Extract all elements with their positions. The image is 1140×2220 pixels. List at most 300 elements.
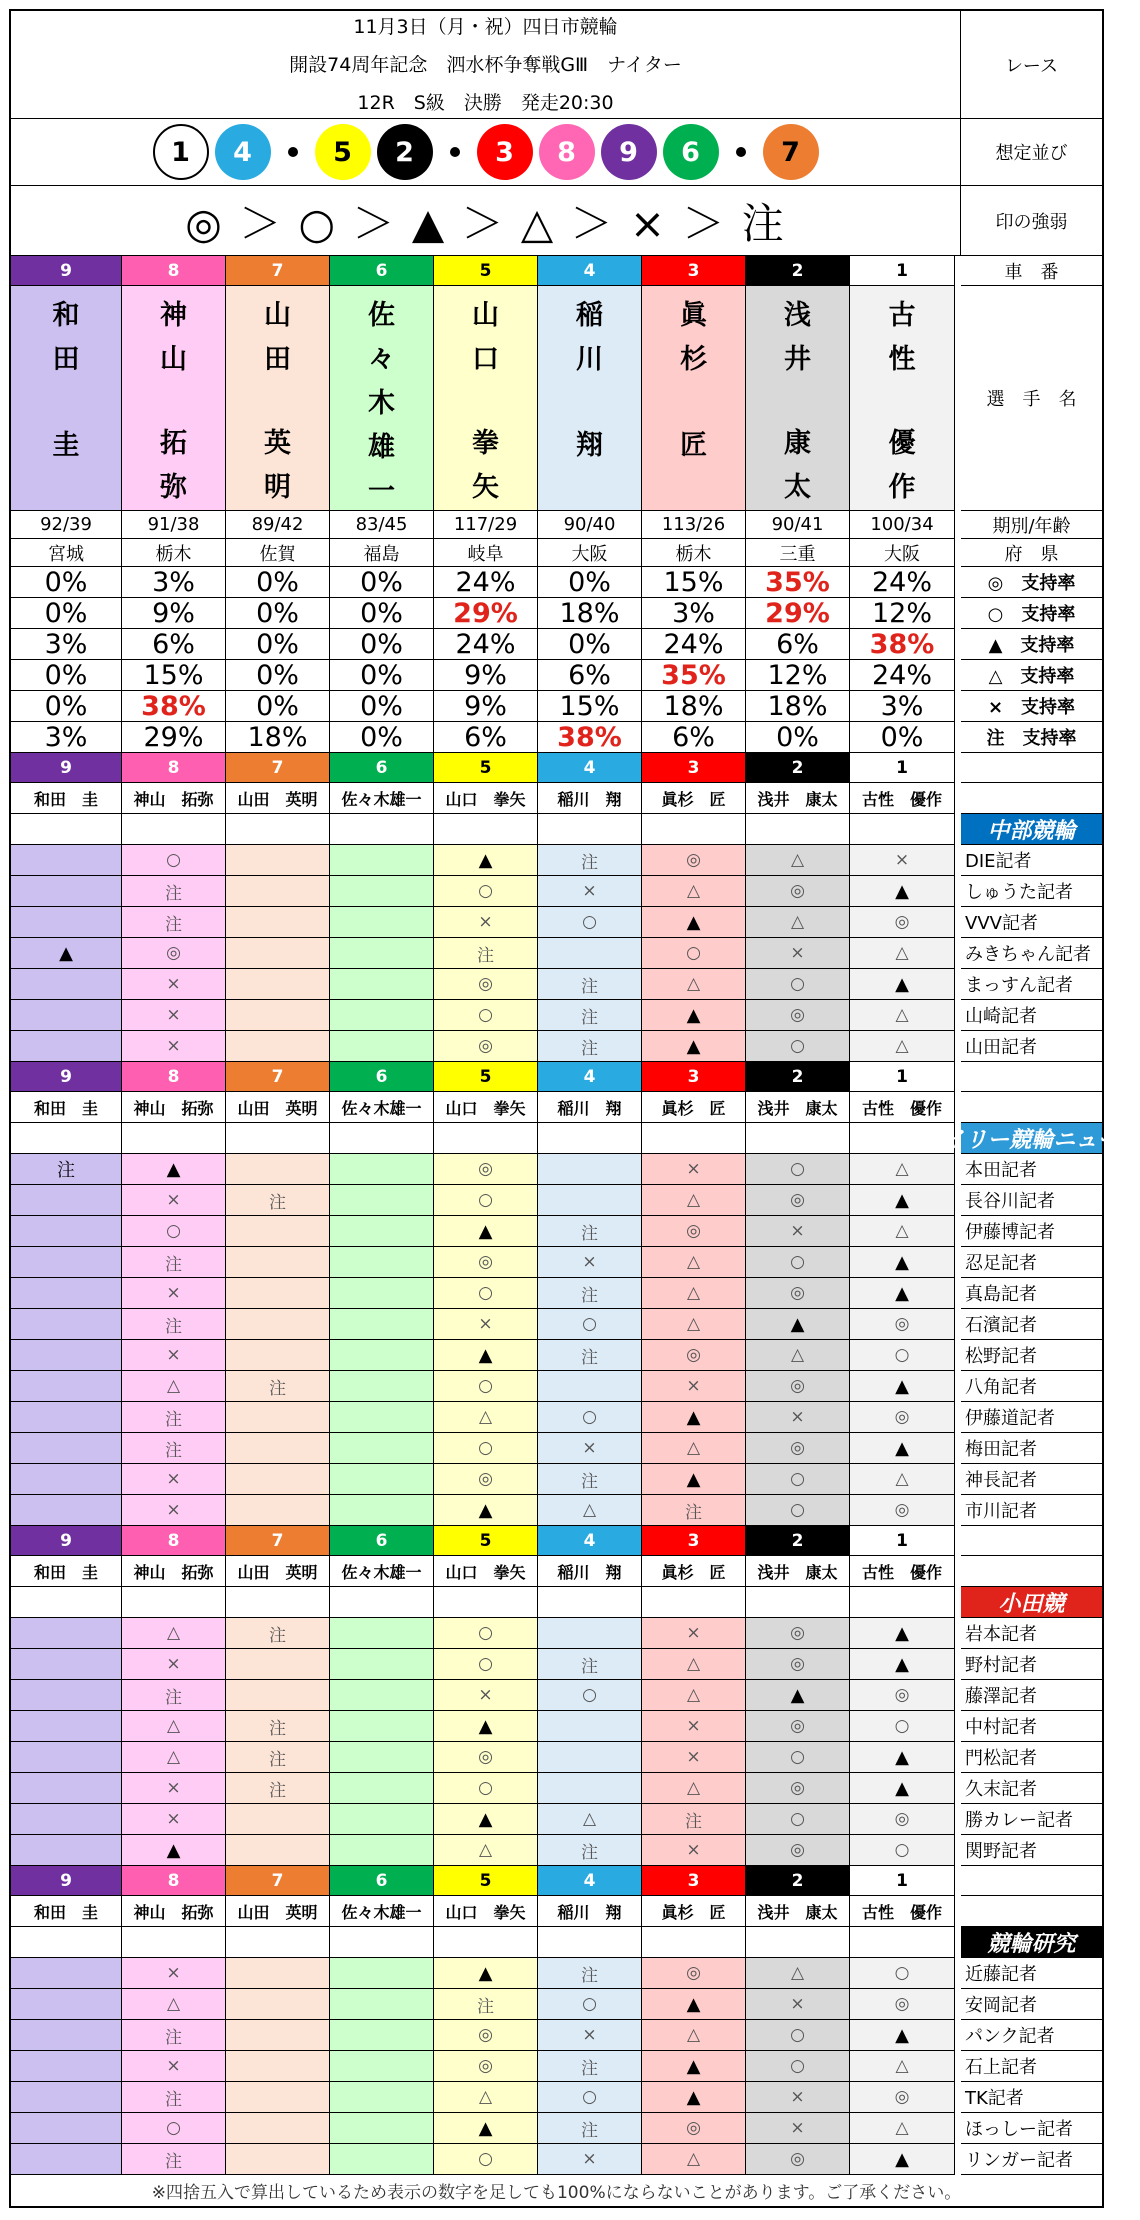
pick-mark [330,2144,434,2175]
rider-name-char: 康 [784,428,811,459]
pick-mark [226,1464,330,1495]
pick-mark [330,1649,434,1680]
blank [850,1927,955,1958]
predictor-name: VVV記者 [961,907,1102,938]
pick-mark: ▲ [642,2051,746,2082]
support-rate: 0% [226,660,330,691]
rider-short-name: 眞杉 匠 [642,1896,746,1927]
pick-mark: △ [122,1371,226,1402]
pick-mark: ○ [538,2082,642,2113]
rider-term: 117/29 [434,511,538,539]
pick-mark [538,1711,642,1742]
support-rate: 0% [11,598,122,629]
predictor-name: まっすん記者 [961,969,1102,1000]
pick-mark: △ [642,2144,746,2175]
pick-mark: × [434,1680,538,1711]
pick-mark: × [538,1433,642,1464]
rider-short-name: 浅井 康太 [746,783,850,814]
pick-mark: ◎ [850,1989,955,2020]
blank [11,1123,122,1154]
blank [961,1092,1102,1123]
rider-short-name: 和田 圭 [11,1896,122,1927]
pick-mark: 注 [226,1185,330,1216]
pick-mark: ○ [538,1402,642,1433]
lineup-ball: 4 [215,124,271,180]
pick-mark [11,2113,122,2144]
pick-mark [226,1340,330,1371]
label-lineup: 想定並び [961,119,1102,186]
label-term: 期別/年齢 [961,511,1102,539]
support-rate: 24% [434,567,538,598]
support-rate: 3% [122,567,226,598]
rider-name [538,286,642,511]
pick-mark: ○ [122,2113,226,2144]
rider-name [226,286,330,511]
pick-mark: ◎ [850,1680,955,1711]
support-rate: 35% [746,567,850,598]
predictor-name: 神長記者 [961,1464,1102,1495]
pick-mark: ▲ [642,1989,746,2020]
pick-mark: ▲ [434,845,538,876]
pick-mark [226,1680,330,1711]
rider-short-name: 神山 拓弥 [122,1556,226,1587]
car-number-row [11,256,1102,286]
pick-mark: × [746,1989,850,2020]
predictor-name: リンガー記者 [961,2144,1102,2175]
pick-mark: ◎ [746,1649,850,1680]
pick-mark: × [642,1742,746,1773]
pick-mark: ◎ [850,1495,955,1526]
expert-pick-row [11,2082,1102,2113]
lineup-ball: 7 [763,124,819,180]
rider-name-char: 眞 [680,300,707,331]
pick-mark: ▲ [434,1340,538,1371]
blank [11,1927,122,1958]
pick-mark: ▲ [746,1680,850,1711]
label-race: レース [961,11,1102,119]
rider-term: 91/38 [122,511,226,539]
rider-pref: 三重 [746,539,850,567]
expert-pick-row [11,1340,1102,1371]
pick-mark: × [746,1402,850,1433]
blank [850,1587,955,1618]
pick-mark: 注 [11,1154,122,1185]
lineup-ball: 6 [663,124,719,180]
rider-term: 100/34 [850,511,955,539]
blank [538,1123,642,1154]
rider-short-name: 佐々木雄一 [330,1092,434,1123]
pick-mark: ▲ [642,1464,746,1495]
support-rate-row [11,722,1102,753]
pick-mark [330,1309,434,1340]
car-number-5: 5 [434,1866,538,1896]
pick-mark: × [122,1649,226,1680]
pick-mark [538,1154,642,1185]
predictor-name: 市川記者 [961,1495,1102,1526]
expert-pick-row [11,845,1102,876]
pick-mark [11,845,122,876]
pick-mark [538,1371,642,1402]
race-line3: 12R S級 決勝 発走20:30 [357,91,614,114]
pick-mark: × [122,1495,226,1526]
pick-mark: △ [538,1804,642,1835]
lineup-separator-dot [450,147,460,157]
expert-pick-row [11,1309,1102,1340]
rider-name-char: 稲 [576,300,603,331]
rider-short-name: 浅井 康太 [746,1896,850,1927]
pick-mark: △ [122,1989,226,2020]
pick-mark: 注 [122,2082,226,2113]
car-number-9: 9 [11,1866,122,1896]
pick-mark [226,1031,330,1062]
pick-mark: ▲ [642,907,746,938]
predictor-name: 久末記者 [961,1773,1102,1804]
pick-mark [330,1340,434,1371]
predictor-name: 本田記者 [961,1154,1102,1185]
blank [226,814,330,845]
car-number-1: 1 [850,1526,955,1556]
pick-mark: × [538,2020,642,2051]
pick-mark: ○ [850,1340,955,1371]
pick-mark [11,1309,122,1340]
expert-pick-row [11,1989,1102,2020]
rider-pref: 佐賀 [226,539,330,567]
expert-pick-row [11,1680,1102,1711]
blank [11,814,122,845]
pick-mark [11,876,122,907]
blank [226,1587,330,1618]
support-rate-row [11,567,1102,598]
rider-short-name: 古性 優作 [850,1092,955,1123]
lineup-ball: 5 [315,124,371,180]
pick-mark [330,845,434,876]
pick-mark: × [642,1618,746,1649]
pick-mark: ▲ [642,1402,746,1433]
car-number-3: 3 [642,256,746,286]
pick-mark [538,1618,642,1649]
pick-mark: ▲ [434,1804,538,1835]
rider-name-char: 作 [888,472,916,503]
support-rate: 15% [642,567,746,598]
rider-name-char: 一 [368,476,395,507]
pick-mark [11,1185,122,1216]
predictor-name: 野村記者 [961,1649,1102,1680]
car-number-3: 3 [642,1526,746,1556]
pick-mark: △ [642,1433,746,1464]
pick-mark: 注 [122,1309,226,1340]
pick-mark: ▲ [642,1000,746,1031]
predictor-name: 安岡記者 [961,1989,1102,2020]
rider-name-char: 山 [160,344,187,375]
pick-mark: × [122,1000,226,1031]
support-rate: 9% [122,598,226,629]
predictor-name: 八角記者 [961,1371,1102,1402]
rider-name-char: 明 [264,472,291,503]
support-rate: 29% [122,722,226,753]
pick-mark: × [642,1371,746,1402]
pick-mark [11,1340,122,1371]
lineup-row [11,119,1102,186]
lineup-ball: 2 [377,124,433,180]
pick-mark: △ [538,1495,642,1526]
section-short-name-row [11,1556,1102,1587]
expert-pick-row [11,2051,1102,2082]
car-number-7: 7 [226,1526,330,1556]
rider-short-name: 古性 優作 [850,1896,955,1927]
rider-name [434,286,538,511]
pick-mark: ◎ [434,1154,538,1185]
support-rate: 38% [538,722,642,753]
expert-pick-row [11,1742,1102,1773]
expert-pick-row [11,1216,1102,1247]
pick-mark: × [746,2113,850,2144]
pick-mark [538,938,642,969]
pick-mark: 注 [538,969,642,1000]
section-logo-row [11,1123,1140,1154]
expert-pick-row [11,1000,1102,1031]
pick-mark: ▲ [434,1711,538,1742]
predictor-name: 梅田記者 [961,1433,1102,1464]
rider-term: 92/39 [11,511,122,539]
car-number-2: 2 [746,753,850,783]
pick-mark: 注 [434,1989,538,2020]
rider-short-name: 稲川 翔 [538,783,642,814]
pick-mark: △ [850,1464,955,1495]
pick-mark: △ [642,1309,746,1340]
car-number-7: 7 [226,753,330,783]
pick-mark: ▲ [434,1216,538,1247]
support-rate: 6% [122,629,226,660]
pick-mark [11,1464,122,1495]
rider-short-name: 稲川 翔 [538,1556,642,1587]
car-number-5: 5 [434,1062,538,1092]
pick-mark [330,1742,434,1773]
expert-pick-row [11,1031,1102,1062]
pick-mark [330,1618,434,1649]
car-number-8: 8 [122,1526,226,1556]
pick-mark: △ [642,1680,746,1711]
media-logo: 中部競輪 [961,814,1102,845]
pick-mark: ◎ [434,2020,538,2051]
pick-mark [226,2113,330,2144]
predictor-name: パンク記者 [961,2020,1102,2051]
pick-mark [330,1773,434,1804]
pick-mark [226,1958,330,1989]
predictor-name: 伊藤道記者 [961,1402,1102,1433]
pick-mark: ▲ [434,1495,538,1526]
pick-mark: △ [434,1402,538,1433]
pick-mark [226,938,330,969]
pick-mark [330,1804,434,1835]
support-rate: 35% [642,660,746,691]
pick-mark [330,1495,434,1526]
pick-mark: △ [642,1278,746,1309]
pick-mark: ▲ [850,1278,955,1309]
support-rate: 0% [11,660,122,691]
pick-mark: × [538,2144,642,2175]
expert-pick-row [11,2020,1102,2051]
rider-name-char: 杉 [680,344,707,375]
lineup-ball: 1 [153,124,209,180]
pick-mark [330,1185,434,1216]
car-number-4: 4 [538,1526,642,1556]
pick-mark: 注 [538,845,642,876]
pick-mark [330,1278,434,1309]
pick-mark: △ [642,1185,746,1216]
pick-mark: ▲ [642,2082,746,2113]
rider-short-name: 神山 拓弥 [122,1092,226,1123]
pick-mark [11,1649,122,1680]
pick-mark: ○ [746,1464,850,1495]
pick-mark [11,1402,122,1433]
pick-mark: ▲ [850,1618,955,1649]
pick-mark: ▲ [850,2020,955,2051]
pick-mark: × [122,1958,226,1989]
support-rate: 0% [226,598,330,629]
rider-short-name: 古性 優作 [850,1556,955,1587]
pick-mark [330,1000,434,1031]
pick-mark: ▲ [850,1773,955,1804]
label-rider: 選 手 名 [961,286,1102,511]
rider-name-char: 古 [888,300,916,331]
pick-mark: ▲ [850,1433,955,1464]
pick-mark: 注 [538,1464,642,1495]
support-rate-row [11,629,1102,660]
pick-mark: 注 [538,1835,642,1866]
blank [961,1526,1102,1556]
pick-mark: ◎ [746,1278,850,1309]
pick-mark [11,2082,122,2113]
rider-name [11,286,122,511]
pick-mark [226,1247,330,1278]
pref-row [11,539,1102,567]
rider-short-name: 和田 圭 [11,783,122,814]
pick-mark: ○ [434,876,538,907]
blank [434,1927,538,1958]
pick-mark [11,1371,122,1402]
pick-mark: ○ [746,1031,850,1062]
pick-mark: 注 [434,938,538,969]
blank [122,1587,226,1618]
rider-term: 90/41 [746,511,850,539]
pick-mark [330,938,434,969]
car-number-3: 3 [642,1866,746,1896]
pick-mark [538,1742,642,1773]
pick-mark: 注 [122,1680,226,1711]
pick-mark [226,1989,330,2020]
pick-mark [330,969,434,1000]
pick-mark: ▲ [434,1958,538,1989]
pick-mark: × [122,1340,226,1371]
rider-name-char: 英 [264,428,291,459]
pick-mark [11,1000,122,1031]
footer-note: ※四捨五入で算出しているため表示の数字を足しても100%にならないことがあります。ご了承ください。 [151,2183,962,2203]
expert-pick-row [11,907,1102,938]
blank [538,814,642,845]
blank [122,1927,226,1958]
pick-mark: △ [122,1711,226,1742]
predictor-name: 中村記者 [961,1711,1102,1742]
predictor-name: しゅうた記者 [961,876,1102,907]
pick-mark: ○ [434,1185,538,1216]
pick-mark: ○ [434,1000,538,1031]
pick-mark: ○ [850,1958,955,1989]
rider-pref: 栃木 [122,539,226,567]
pick-mark [330,2051,434,2082]
predictor-name: 石濱記者 [961,1309,1102,1340]
pick-mark: △ [642,969,746,1000]
rider-short-name: 佐々木雄一 [330,783,434,814]
label-pref: 府 県 [961,539,1102,567]
rider-name-char: 々 [368,344,395,375]
support-rate: 9% [434,660,538,691]
pick-mark [330,1989,434,2020]
section-short-name-row [11,1896,1102,1927]
pick-mark: ◎ [746,1371,850,1402]
pick-mark: ▲ [850,1649,955,1680]
support-rate: 24% [850,660,955,691]
pick-mark: △ [434,1835,538,1866]
pick-mark: ○ [122,1216,226,1247]
pick-mark: ○ [538,1680,642,1711]
car-number-2: 2 [746,256,850,286]
pick-mark: ◎ [850,1309,955,1340]
pick-mark: ○ [122,845,226,876]
pick-mark: × [538,876,642,907]
blank [330,1123,434,1154]
rider-short-name: 古性 優作 [850,783,955,814]
rider-name [642,286,746,511]
pick-mark: × [122,1278,226,1309]
expert-pick-row [11,1958,1102,1989]
rider-pref: 大阪 [850,539,955,567]
rider-name-char: 浅 [784,300,811,331]
pick-mark: △ [850,938,955,969]
pick-mark [11,2144,122,2175]
predictor-name: 山田記者 [961,1031,1102,1062]
pick-mark [330,2020,434,2051]
pick-mark: ◎ [642,2113,746,2144]
rider-name [330,286,434,511]
pick-mark: ○ [434,2144,538,2175]
rider-short-name: 佐々木雄一 [330,1556,434,1587]
pick-mark [330,1247,434,1278]
blank [538,1587,642,1618]
support-rate: 18% [746,691,850,722]
pick-mark: △ [122,1742,226,1773]
prediction-sheet [9,9,1140,2208]
blank [330,1587,434,1618]
pick-mark: ○ [746,1742,850,1773]
pick-mark: × [642,1154,746,1185]
pick-mark: ◎ [434,1031,538,1062]
pick-mark: ○ [434,1371,538,1402]
car-number-4: 4 [538,256,642,286]
predictor-name: TK記者 [961,2082,1102,2113]
rider-short-name: 眞杉 匠 [642,783,746,814]
pick-mark: × [434,1309,538,1340]
car-number-4: 4 [538,1062,642,1092]
pick-mark: ◎ [746,1711,850,1742]
pick-mark [226,876,330,907]
car-number-2: 2 [746,1866,850,1896]
pick-mark [330,1154,434,1185]
blank [434,1123,538,1154]
support-label: × 支持率 [961,691,1102,722]
pick-mark: △ [746,845,850,876]
expert-pick-row [11,969,1102,1000]
support-label: ◎ 支持率 [961,567,1102,598]
